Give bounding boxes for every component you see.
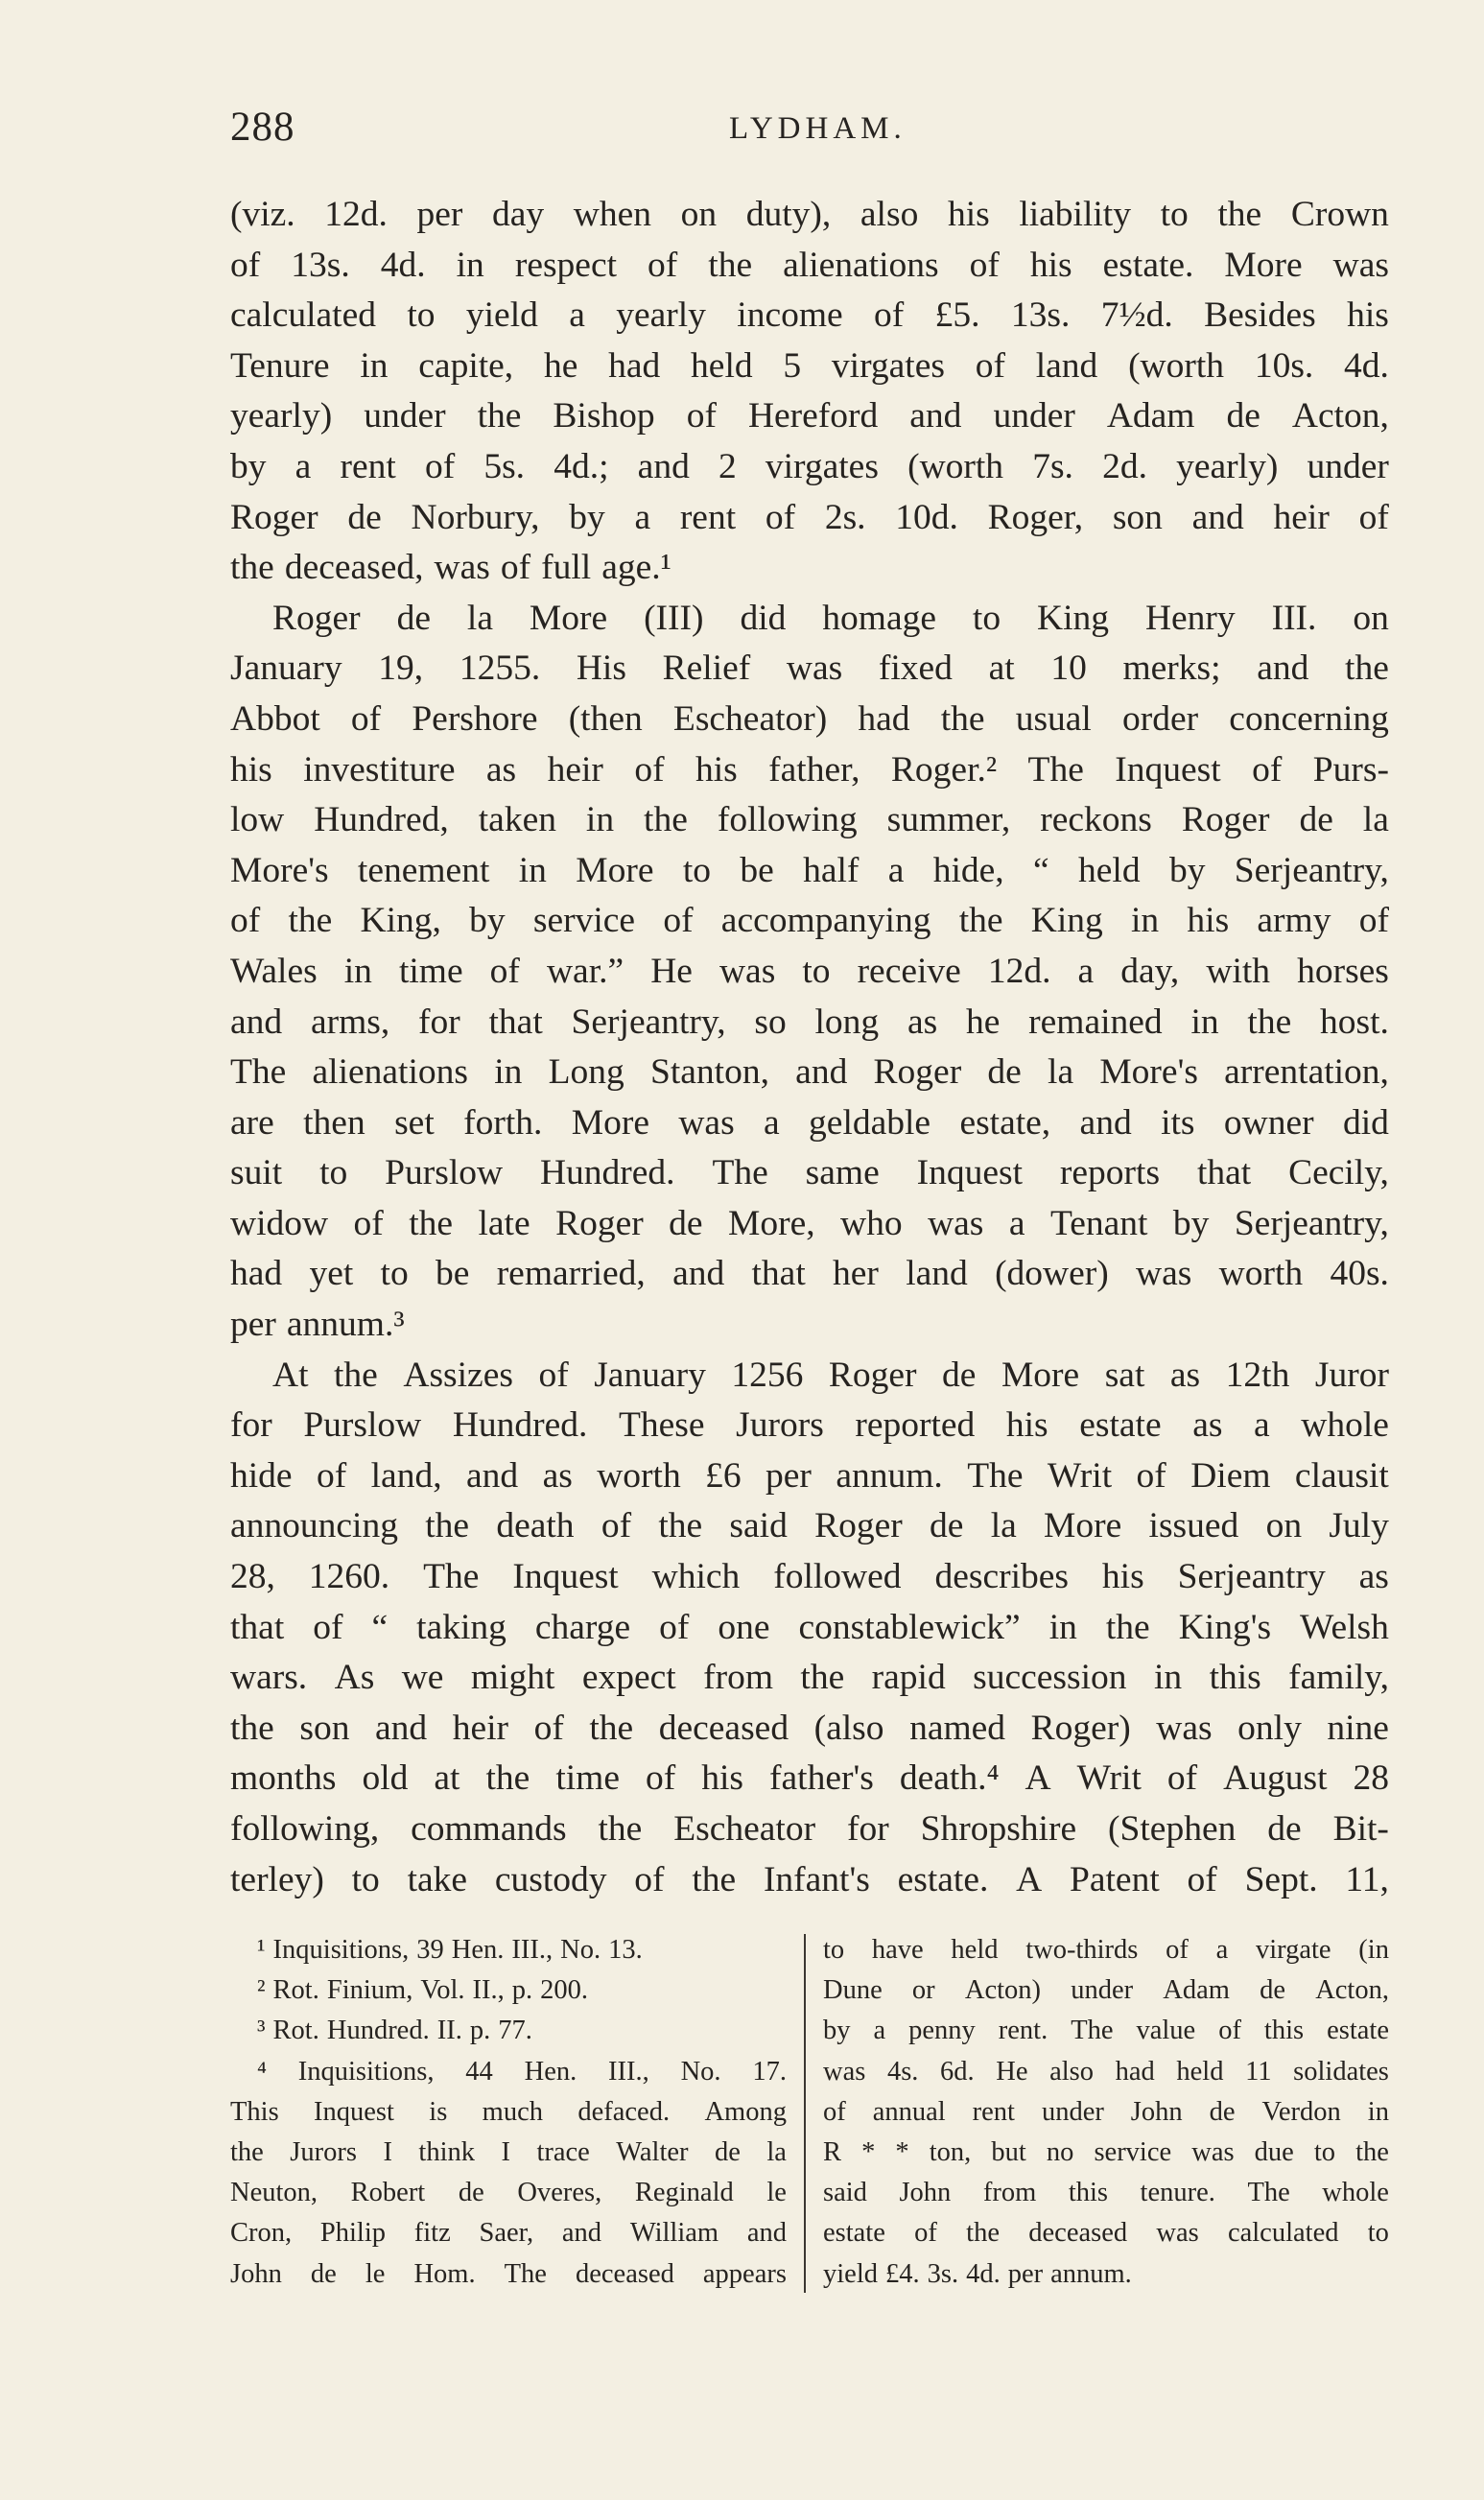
- text-line: Roger de la More (III) did homage to King Henry III. on: [272, 598, 1389, 638]
- text-line: by a rent of 5s. 4d.; and 2 virgates (worth 7s. 2d. yearly) under: [230, 446, 1389, 486]
- footnote-line: ² Rot. Finium, Vol. II., p. 200.: [257, 1975, 589, 2006]
- text-line: announcing the death of the said Roger de la More issued on July: [230, 1506, 1389, 1546]
- page-number: 288: [230, 105, 295, 150]
- text-line: terley) to take custody of the Infant's estate. A Patent of Sept. 11,: [230, 1859, 1389, 1899]
- text-line: are then set forth. More was a geldable estate, and its owner did: [230, 1102, 1389, 1143]
- text-line: At the Assizes of January 1256 Roger de More sat as 12th Juror: [272, 1355, 1389, 1395]
- text-line: for Purslow Hundred. These Jurors reported his estate as a whole: [230, 1405, 1389, 1446]
- text-line: January 19, 1255. His Relief was fixed at 10 merks; and the: [230, 649, 1389, 689]
- text-line: 28, 1260. The Inquest which followed describes his Serjeantry as: [230, 1557, 1389, 1597]
- text-line: calculated to yield a yearly income of £5. 13s. 7½d. Besides his: [230, 295, 1389, 336]
- text-line: suit to Purslow Hundred. The same Inquest reports that Cecily,: [230, 1153, 1389, 1193]
- page-header: [230, 104, 1381, 161]
- text-line: of the King, by service of accompanying the King in his army of: [230, 901, 1389, 941]
- text-line: More's tenement in More to be half a hide, “ held by Serjeantry,: [230, 850, 1389, 890]
- text-line: months old at the time of his father's death.⁴ A Writ of August 28: [230, 1758, 1389, 1799]
- footnote-line: ¹ Inquisitions, 39 Hen. III., No. 13.: [257, 1935, 643, 1965]
- footnote-line: was 4s. 6d. He also had held 11 solidates: [823, 2056, 1389, 2087]
- footnote-line: the Jurors I think I trace Walter de la: [230, 2136, 787, 2167]
- footnote-line: Neuton, Robert de Overes, Reginald le: [230, 2178, 787, 2208]
- footnote-line: said John from this tenure. The whole: [823, 2178, 1389, 2208]
- text-line: the son and heir of the deceased (also named Roger) was only nine: [230, 1708, 1389, 1748]
- footnotes-right-column: [823, 1930, 1389, 2295]
- text-line: low Hundred, taken in the following summer, reckons Roger de la: [230, 800, 1389, 840]
- text-line: had yet to be remarried, and that her land (dower) was worth 40s.: [230, 1254, 1389, 1294]
- text-line: per annum.³: [230, 1305, 405, 1345]
- footnote-line: R * * ton, but no service was due to the: [823, 2136, 1389, 2167]
- footnote-line: yield £4. 3s. 4d. per annum.: [823, 2258, 1132, 2289]
- text-line: the deceased, was of full age.¹: [230, 548, 671, 588]
- text-line: that of “ taking charge of one constablewick” in the King's Welsh: [230, 1607, 1389, 1647]
- text-line: Tenure in capite, he had held 5 virgates of land (worth 10s. 4d.: [230, 345, 1389, 386]
- text-line: and arms, for that Serjeantry, so long as he remained in the host.: [230, 1002, 1389, 1042]
- running-title: LYDHAM.: [729, 111, 907, 146]
- footnote-line: ⁴ Inquisitions, 44 Hen. III., No. 17.: [257, 2056, 787, 2087]
- text-line: wars. As we might expect from the rapid succession in this family,: [230, 1658, 1389, 1698]
- text-line: hide of land, and as worth £6 per annum. The Writ of Diem clausit: [230, 1455, 1389, 1496]
- footnote-line: Dune or Acton) under Adam de Acton,: [823, 1975, 1389, 2006]
- body-text: [230, 190, 1389, 1905]
- footnote-line: to have held two-thirds of a virgate (in: [823, 1935, 1389, 1965]
- text-line: Wales in time of war.” He was to receive 12d. a day, with horses: [230, 951, 1389, 991]
- footnote-line: ³ Rot. Hundred. II. p. 77.: [257, 2016, 532, 2046]
- footnote-line: of annual rent under John de Verdon in: [823, 2096, 1389, 2127]
- text-line: The alienations in Long Stanton, and Roger de la More's arrentation,: [230, 1052, 1389, 1093]
- footnote-line: Cron, Philip fitz Saer, and William and: [230, 2218, 787, 2249]
- text-line: Roger de Norbury, by a rent of 2s. 10d. Roger, son and heir of: [230, 497, 1389, 537]
- footnote-line: This Inquest is much defaced. Among: [230, 2096, 787, 2127]
- text-line: of 13s. 4d. in respect of the alienations of his estate. More was: [230, 245, 1389, 285]
- footnotes: [230, 1930, 1389, 2295]
- column-divider: [804, 1934, 806, 2293]
- footnote-line: estate of the deceased was calculated to: [823, 2218, 1389, 2249]
- footnote-line: by a penny rent. The value of this estate: [823, 2016, 1389, 2046]
- text-line: (viz. 12d. per day when on duty), also his liability to the Crown: [230, 195, 1389, 234]
- footnotes-left-column: [230, 1930, 787, 2295]
- footnote-line: John de le Hom. The deceased appears: [230, 2258, 787, 2289]
- text-line: his investiture as heir of his father, Roger.² The Inquest of Purs-: [230, 749, 1389, 790]
- text-line: following, commands the Escheator for Shropshire (Stephen de Bit-: [230, 1809, 1389, 1849]
- text-line: Abbot of Pershore (then Escheator) had the usual order concerning: [230, 698, 1389, 739]
- text-line: yearly) under the Bishop of Hereford and under Adam de Acton,: [230, 396, 1389, 436]
- text-line: widow of the late Roger de More, who was a Tenant by Serjeantry,: [230, 1203, 1389, 1243]
